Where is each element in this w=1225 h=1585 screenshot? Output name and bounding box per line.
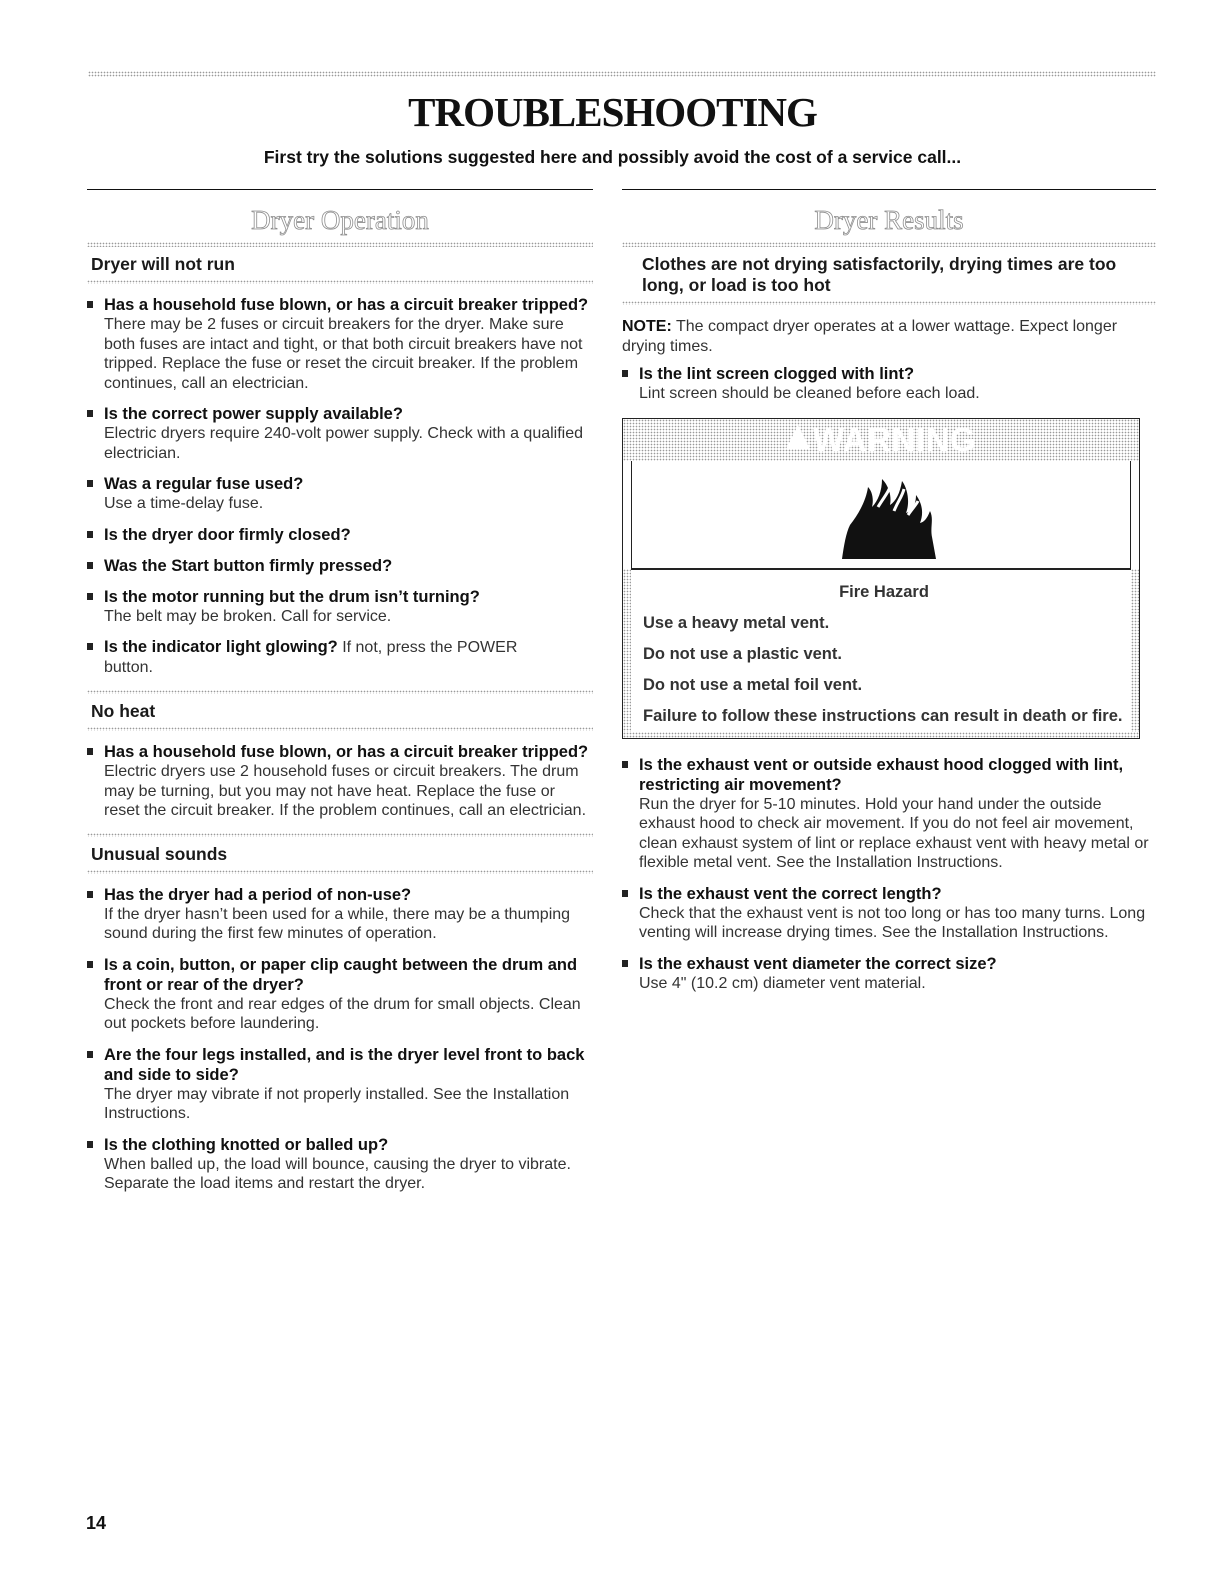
answer: Use 4" (10.2 cm) diameter vent material.	[639, 974, 926, 992]
square-bullet-icon	[87, 1051, 93, 1058]
column-rule	[622, 189, 1156, 190]
question: Is the dryer door firmly closed?	[104, 525, 351, 544]
question: Is the exhaust vent or outside exhaust hood clogged with lint, restricting air movement?	[639, 755, 1124, 794]
dotted-rule	[87, 280, 593, 284]
section-heading: Clothes are not drying satisfactorily, drying times are too long, or load is too hot	[642, 254, 1117, 295]
dryer-operation-column	[87, 189, 593, 1194]
list-item	[87, 474, 593, 514]
question: Has a household fuse blown, or has a circuit breaker tripped?	[104, 296, 589, 314]
square-bullet-icon	[87, 301, 93, 308]
column-title-dryer-results: Dryer Results	[814, 205, 964, 235]
issue-list	[622, 755, 1156, 994]
list-item	[87, 637, 593, 678]
warning-side	[1131, 569, 1139, 732]
square-bullet-icon	[87, 748, 93, 755]
note-text: The compact dryer operates at a lower wattage. Expect longer drying times.	[622, 318, 1118, 355]
hazard-title: Fire Hazard	[839, 582, 929, 601]
dotted-rule	[87, 870, 593, 874]
answer: Run the dryer for 5-10 minutes. Hold your hand under the outside exhaust hood to check air movement. If you do not feel air movement, clean exhaust system of lint or replace exhaust vent with heavy metal or flexible metal vent. See the Installation Instructions.	[639, 795, 1149, 871]
question: Was a regular fuse used?	[104, 475, 304, 493]
square-bullet-icon	[87, 410, 93, 417]
list-item	[87, 525, 593, 545]
dotted-rule	[622, 301, 1156, 305]
note	[622, 317, 1156, 356]
page-number: 14	[86, 1513, 107, 1533]
list-item	[87, 885, 593, 944]
issue-list	[622, 364, 1156, 404]
list-item	[622, 884, 1156, 943]
square-bullet-icon	[87, 531, 93, 538]
warning-label	[786, 420, 976, 460]
section-heading: Unusual sounds	[91, 843, 228, 864]
square-bullet-icon	[87, 961, 93, 968]
list-item	[87, 295, 593, 393]
question: Is the lint screen clogged with lint?	[639, 365, 915, 383]
answer: The belt may be broken. Call for service.	[104, 607, 392, 625]
question: Is the indicator light glowing?	[104, 638, 338, 656]
list-item	[87, 742, 593, 821]
question: Is the motor running but the drum isn’t turning?	[104, 587, 480, 606]
answer: Electric dryers use 2 household fuses or circuit breakers. The drum may be turning, but you may not have heat. Replace the fuse or reset the circuit breaker. If the problem continues, call an electrician.	[104, 763, 587, 819]
column-rule	[87, 189, 593, 190]
list-item	[622, 954, 1156, 994]
question: Has a household fuse blown, or has a circuit breaker tripped?	[104, 743, 589, 761]
list-item	[87, 404, 593, 463]
question: Is a coin, button, or paper clip caught between the drum and front or rear of the dryer?	[104, 955, 578, 994]
warning-instruction: Do not use a metal foil vent.	[643, 675, 863, 694]
answer: If the dryer hasn’t been used for a while, there may be a thumping sound during the first few minutes of operation.	[104, 905, 571, 942]
answer: There may be 2 fuses or circuit breakers for the dryer. Make sure both fuses are intact and tight, or that both circuit breakers have not tripped. Replace the fuse or reset the circuit breaker. If the problem continues, call an electrician.	[104, 316, 583, 392]
answer: Use a time-delay fuse.	[104, 495, 264, 512]
issue-list	[87, 742, 593, 821]
question: Was the Start button firmly pressed?	[104, 556, 393, 575]
dotted-rule	[87, 727, 593, 731]
warning-side	[623, 569, 631, 732]
top-dotted-rule	[88, 71, 1156, 77]
square-bullet-icon	[87, 593, 93, 600]
square-bullet-icon	[622, 960, 628, 967]
square-bullet-icon	[87, 643, 93, 650]
answer: Lint screen should be cleaned before each load.	[639, 385, 980, 402]
question: Is the clothing knotted or balled up?	[104, 1135, 389, 1154]
answer: Check that the exhaust vent is not too long or has too many turns. Long venting will increase drying times. See the Installation Instructions.	[639, 904, 1146, 941]
list-item	[87, 1045, 593, 1124]
answer: Electric dryers require 240-volt power supply. Check with a qualified electrician.	[104, 425, 584, 462]
list-item	[87, 556, 593, 576]
section-heading: Dryer will not run	[91, 254, 235, 274]
square-bullet-icon	[622, 890, 628, 897]
answer: When balled up, the load will bounce, causing the dryer to vibrate. Separate the load items and restart the dryer.	[104, 1155, 571, 1192]
warning-instruction: Use a heavy metal vent.	[643, 613, 830, 632]
column-title-dryer-operation: Dryer Operation	[251, 205, 429, 235]
warning-icon-frame	[631, 461, 1131, 569]
page-title: TROUBLESHOOTING	[408, 89, 817, 135]
warning-word: WARNING	[813, 420, 976, 458]
square-bullet-icon	[622, 370, 628, 377]
note-label: NOTE:	[622, 318, 672, 335]
list-item	[87, 955, 593, 1034]
square-bullet-icon	[87, 562, 93, 569]
warning-bottom-band	[623, 732, 1139, 738]
warning-instruction: Do not use a plastic vent.	[643, 644, 842, 663]
warning-instruction: Failure to follow these instructions can result in death or fire.	[643, 706, 1123, 725]
question: Are the four legs installed, and is the dryer level front to back and side to side?	[104, 1045, 585, 1084]
list-item	[622, 364, 1156, 404]
issue-list	[87, 295, 593, 678]
square-bullet-icon	[622, 761, 628, 768]
question: Is the correct power supply available?	[104, 405, 403, 423]
square-bullet-icon	[87, 891, 93, 898]
answer: If not, press the POWER button.	[104, 639, 518, 676]
list-item	[87, 1135, 593, 1194]
fire-hazard-icon	[832, 467, 942, 563]
warning-triangle-icon	[786, 425, 810, 449]
square-bullet-icon	[87, 1141, 93, 1148]
question: Is the exhaust vent diameter the correct size?	[639, 954, 997, 973]
answer: Check the front and rear edges of the drum for small objects. Clean out pockets before laundering.	[104, 995, 581, 1032]
list-item	[87, 587, 593, 627]
question: Is the exhaust vent the correct length?	[639, 884, 942, 903]
warning-header	[623, 419, 1139, 461]
page-subtitle: First try the solutions suggested here and possibly avoid the cost of a service call...	[263, 147, 962, 167]
dryer-results-column	[622, 189, 1156, 993]
answer: The dryer may vibrate if not properly installed. See the Installation Instructions.	[104, 1085, 570, 1122]
section-heading: No heat	[91, 701, 156, 721]
question: Has the dryer had a period of non-use?	[104, 885, 412, 904]
warning-body	[623, 569, 1139, 732]
issue-list	[87, 885, 593, 1194]
list-item	[622, 755, 1156, 873]
warning-icon-area	[623, 461, 1139, 569]
warning-box	[622, 418, 1140, 739]
square-bullet-icon	[87, 480, 93, 487]
